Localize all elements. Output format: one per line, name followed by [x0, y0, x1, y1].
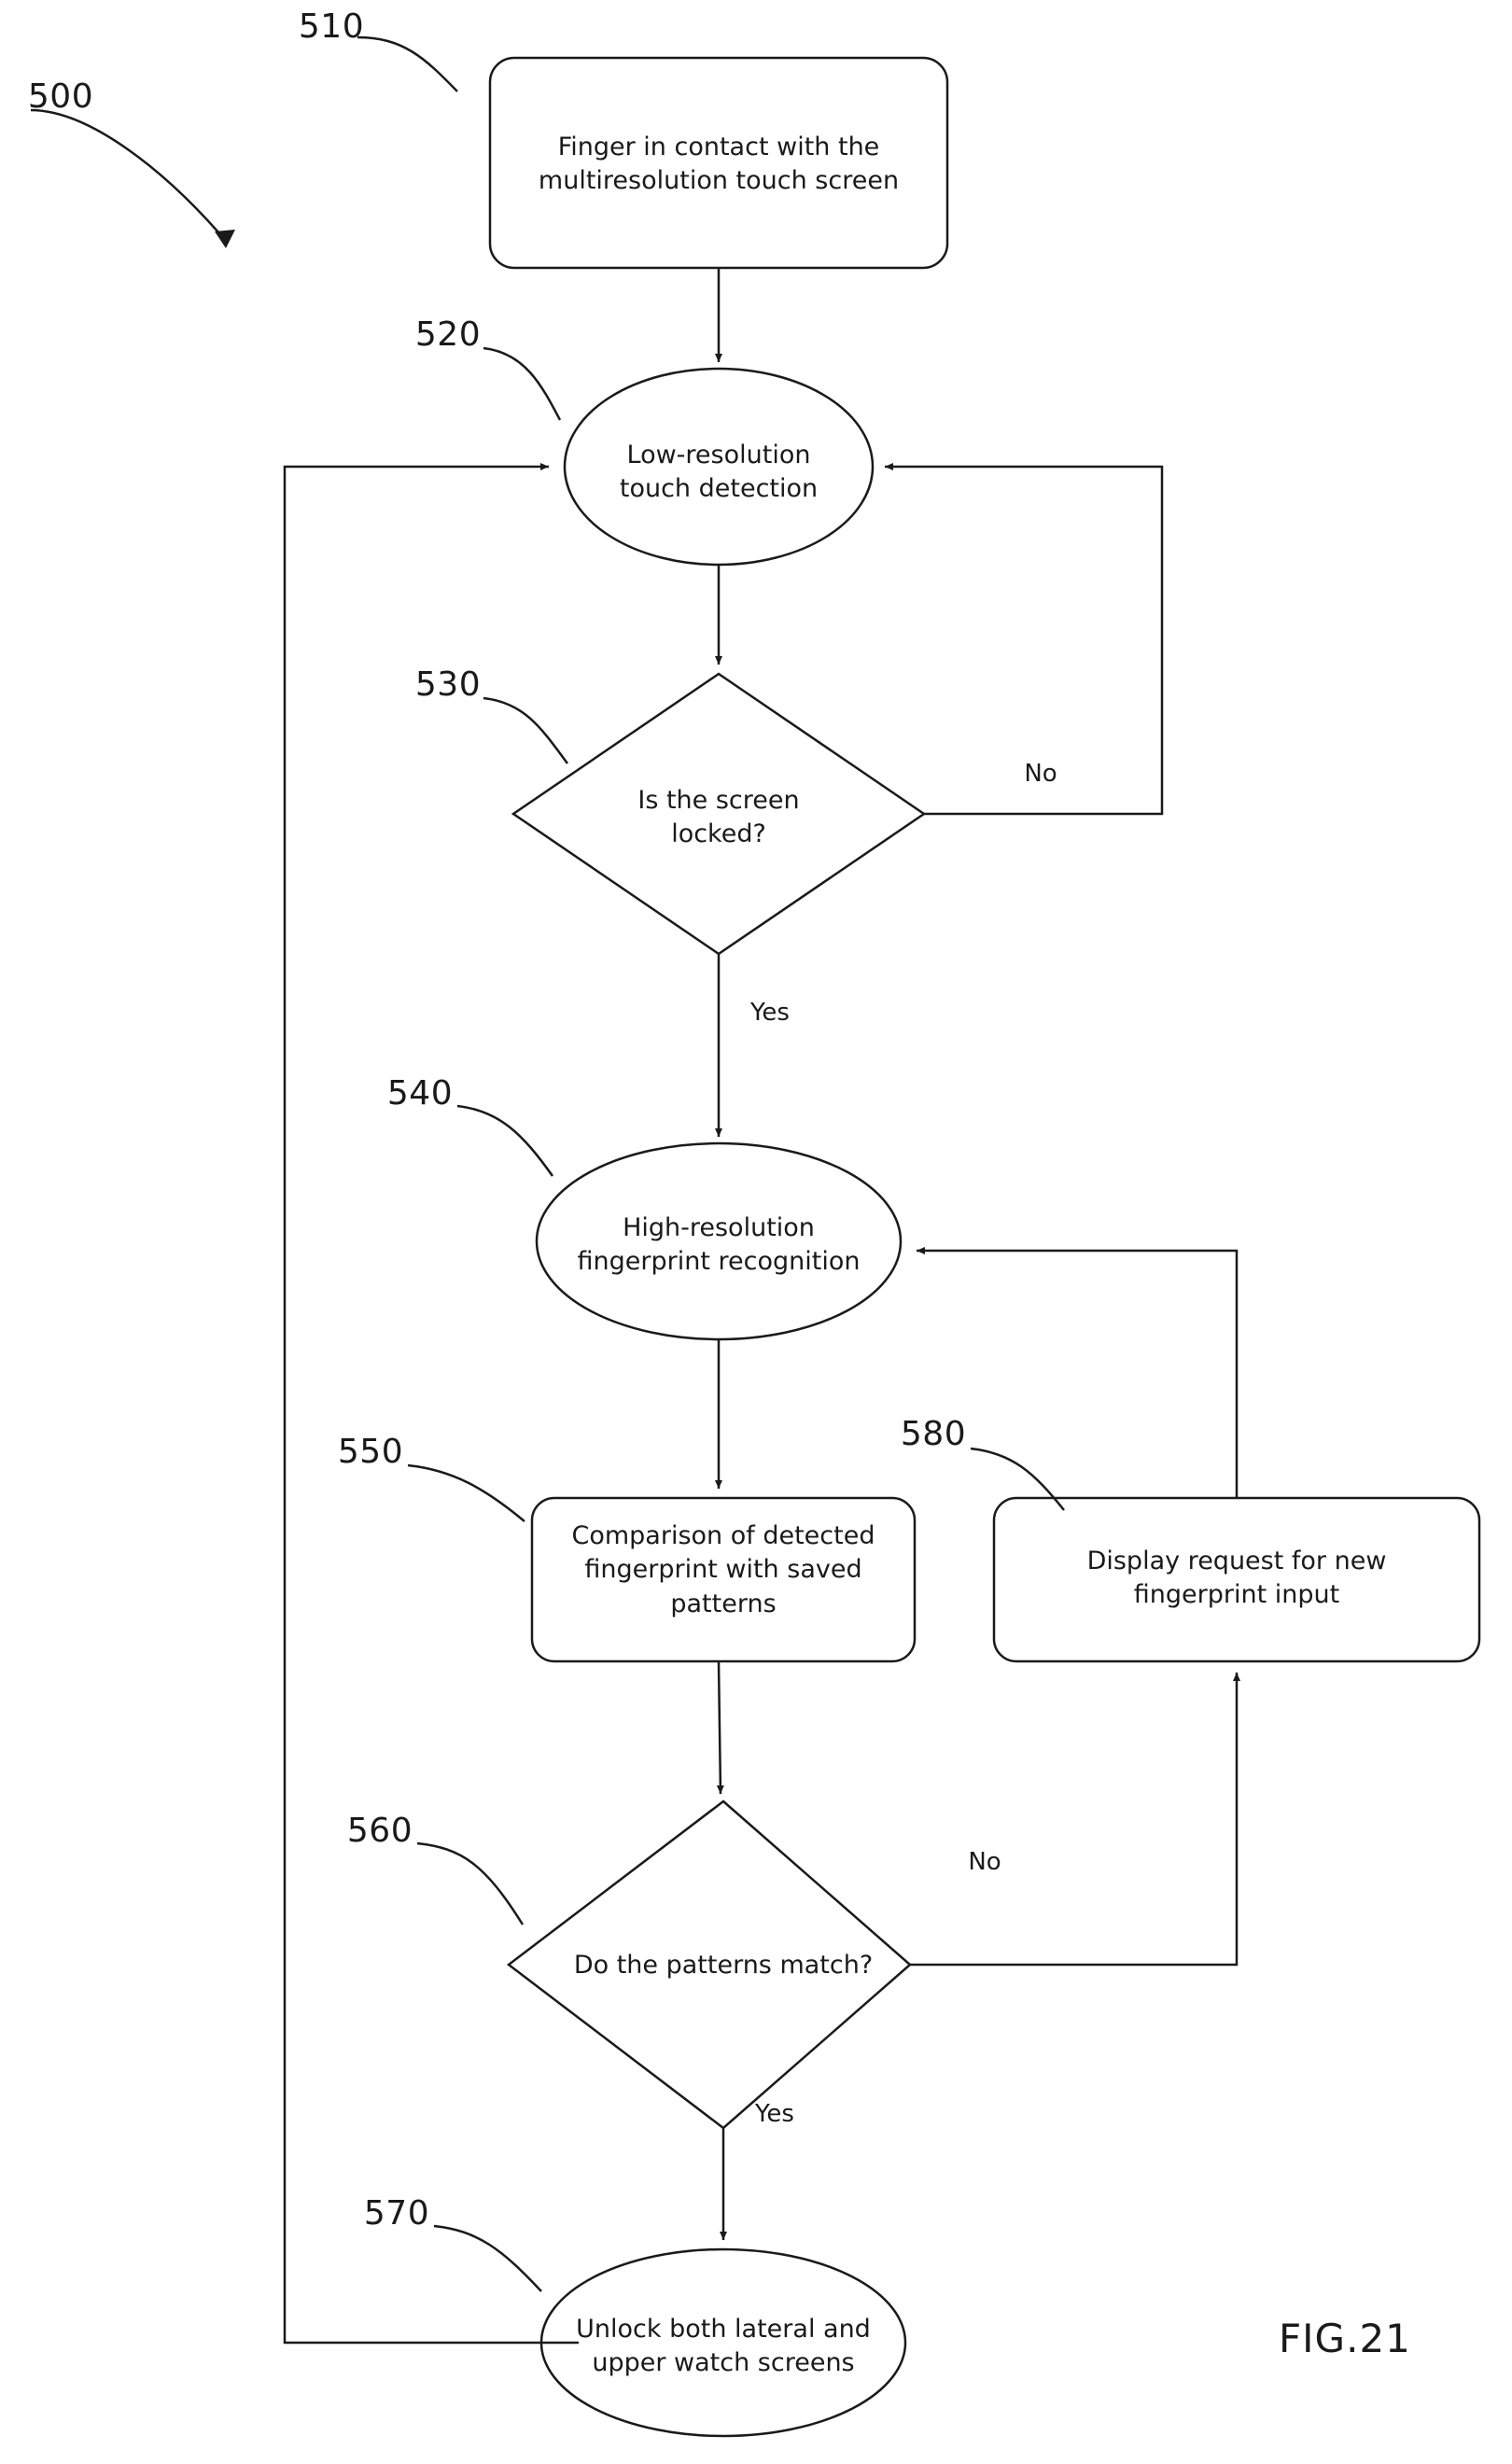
- node-540-line-2: fingerprint recognition: [577, 1247, 861, 1277]
- leader-500: [31, 110, 219, 233]
- ref-number-500: 500: [27, 77, 94, 116]
- leader-570: [434, 2226, 541, 2291]
- node-550-line-3: patterns: [670, 1589, 777, 1618]
- node-540-line-1: High-resolution: [623, 1213, 815, 1242]
- leader-540: [457, 1106, 553, 1176]
- edge-560-no-to-580: [910, 1673, 1237, 1965]
- node-510-line-2: multiresolution touch screen: [538, 166, 900, 196]
- leader-530: [483, 698, 567, 763]
- ref-number-570: 570: [363, 2194, 430, 2233]
- leader-580: [971, 1449, 1064, 1510]
- node-530-line-2: locked?: [671, 819, 766, 849]
- node-520-line-2: touch detection: [619, 474, 819, 504]
- node-560-line-1: Do the patterns match?: [573, 1951, 874, 1980]
- edge-label-patterns-match-no: No: [968, 1848, 1001, 1876]
- node-530-line-1: Is the screen: [637, 786, 800, 815]
- edge-580-to-540: [917, 1251, 1237, 1498]
- ref-number-530: 530: [414, 665, 482, 704]
- figure-caption: FIG.21: [1279, 2316, 1411, 2361]
- ref-number-550: 550: [337, 1433, 404, 1471]
- leader-550: [408, 1465, 525, 1521]
- ref-number-540: 540: [386, 1074, 454, 1113]
- leader-500-arrowhead: [215, 230, 235, 248]
- leader-560: [417, 1843, 523, 1925]
- node-570-shape: [541, 2249, 905, 2436]
- node-550-shape: [532, 1498, 915, 1661]
- ref-number-580: 580: [900, 1415, 967, 1453]
- node-580-line-1: Display request for new: [1086, 1547, 1387, 1575]
- node-550-line-2: fingerprint with saved: [584, 1555, 862, 1585]
- node-550-line-1: Comparison of detected: [571, 1521, 875, 1550]
- node-520-line-1: Low-resolution: [626, 441, 811, 469]
- leader-510: [357, 37, 457, 91]
- leader-520: [483, 348, 560, 420]
- node-540-shape: [537, 1143, 901, 1339]
- edge-label-patterns-match-yes: Yes: [755, 2100, 794, 2128]
- node-580-shape: [994, 1498, 1479, 1661]
- edge-label-screen-locked-no: No: [1024, 760, 1057, 788]
- node-510-line-1: Finger in contact with the: [557, 133, 880, 161]
- edge-530-no-to-520: [885, 467, 1162, 814]
- ref-number-510: 510: [298, 7, 365, 46]
- node-510-shape: [490, 58, 947, 268]
- ref-number-520: 520: [414, 315, 482, 354]
- edge-550-560: [719, 1661, 721, 1794]
- edge-label-screen-locked-yes: Yes: [750, 999, 790, 1027]
- ref-number-560: 560: [346, 1812, 413, 1850]
- edge-570-to-520: [285, 467, 579, 2343]
- node-570-line-1: Unlock both lateral and: [576, 2315, 871, 2344]
- node-570-line-2: upper watch screens: [592, 2348, 855, 2378]
- node-520-shape: [565, 369, 873, 565]
- node-580-line-2: fingerprint input: [1133, 1580, 1340, 1610]
- node-560-shape: [509, 1801, 910, 2128]
- node-530-shape: [513, 674, 924, 954]
